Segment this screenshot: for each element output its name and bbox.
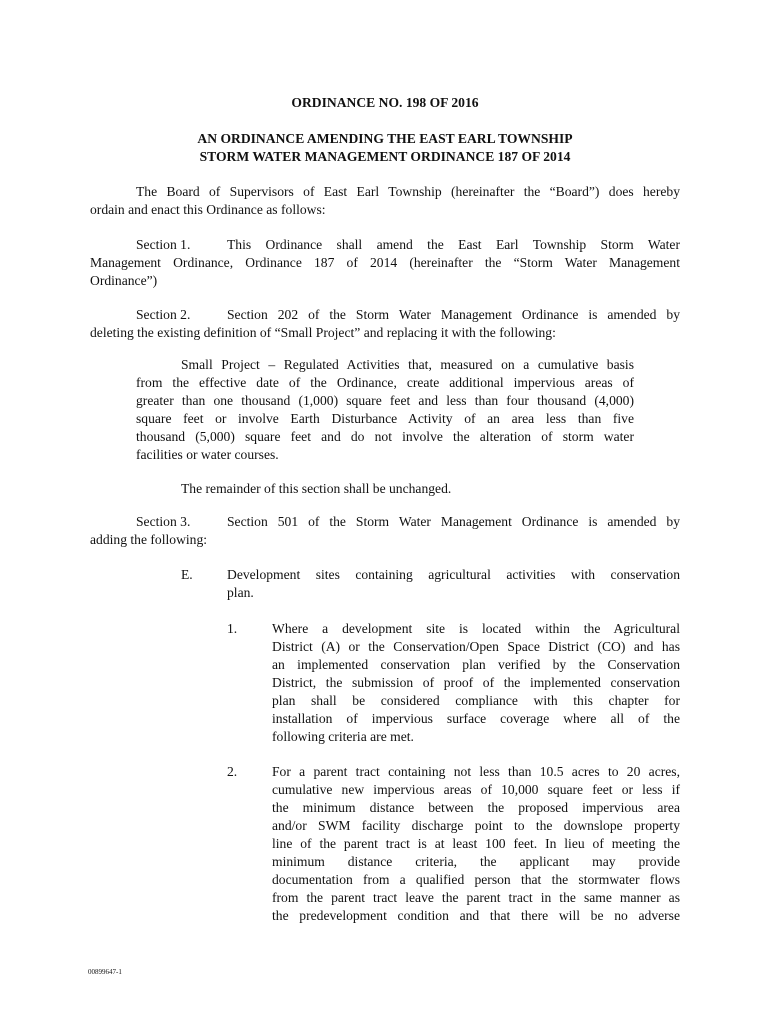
section-1-label: Section 1. (136, 237, 191, 252)
item-1-line-5: plan shall be considered compliance with this chapter for (272, 693, 680, 708)
item-2-line-8: from the parent tract leave the parent tract in the same manner as (272, 890, 680, 905)
small-project-def-line-2: from the effective date of the Ordinance, create additional impervious areas of (136, 375, 634, 390)
ordinance-subtitle-line-2: STORM WATER MANAGEMENT ORDINANCE 187 OF 2014 (199, 149, 571, 164)
item-1-line-2: District (A) or the Conservation/Open Space District (CO) and has (272, 639, 680, 654)
section-1-line-3: Ordinance”) (90, 273, 158, 288)
small-project-def-line-3: greater than one thousand (1,000) square feet and less than four thousand (4,000) (136, 393, 634, 408)
section-1-line-1: This Ordinance shall amend the East Earl Township Storm Water (227, 237, 680, 252)
section-2-remainder: The remainder of this section shall be unchanged. (181, 481, 452, 496)
section-2-label: Section 2. (136, 307, 191, 322)
ordinance-title: ORDINANCE NO. 198 OF 2016 (291, 95, 479, 110)
item-2-label: 2. (227, 764, 238, 779)
item-2-line-6: minimum distance criteria, the applicant may provide (272, 854, 680, 869)
item-1-line-3: an implemented conservation plan verified by the Conservation (272, 657, 680, 672)
item-e-line-1: Development sites containing agricultural activities with conservation (227, 567, 680, 582)
section-1-line-2: Management Ordinance, Ordinance 187 of 2014 (hereinafter the “Storm Water Management (90, 255, 680, 270)
preamble-line-2: ordain and enact this Ordinance as follows: (90, 202, 326, 217)
section-3-label: Section 3. (136, 514, 191, 529)
item-2-line-9: the predevelopment condition and that there will be no adverse (272, 908, 680, 923)
item-1-line-6: installation of impervious surface coverage where all of the (272, 711, 680, 726)
preamble-line-1: The Board of Supervisors of East Earl Township (hereinafter the “Board”) does hereby (136, 184, 680, 199)
item-1-line-7: following criteria are met. (272, 729, 414, 744)
item-2-line-3: the minimum distance between the proposed impervious area (272, 800, 680, 815)
small-project-def-line-1: Small Project – Regulated Activities that, measured on a cumulative basis (181, 357, 634, 372)
ordinance-subtitle-line-1: AN ORDINANCE AMENDING THE EAST EARL TOWNSHIP (197, 131, 573, 146)
item-1-label: 1. (227, 621, 238, 636)
item-2-line-1: For a parent tract containing not less than 10.5 acres to 20 acres, (272, 764, 680, 779)
item-1-line-1: Where a development site is located within the Agricultural (272, 621, 680, 636)
small-project-def-line-5: thousand (5,000) square feet and do not involve the alteration of storm water (136, 429, 634, 444)
item-1-line-4: District, the submission of proof of the implemented conservation (272, 675, 680, 690)
small-project-def-line-6: facilities or water courses. (136, 447, 279, 462)
small-project-def-line-4: square feet or involve Earth Disturbance Activity of an area less than five (136, 411, 634, 426)
item-2-line-7: documentation from a qualified person that the stormwater flows (272, 872, 680, 887)
document-code: 00899647-1 (88, 968, 122, 976)
item-2-line-2: cumulative new impervious areas of 10,000 square feet or less if (272, 782, 680, 797)
item-e-line-2: plan. (227, 585, 254, 600)
section-2-line-1: Section 202 of the Storm Water Management Ordinance is amended by (227, 307, 680, 322)
item-2-line-5: line of the parent tract is at least 100 feet. In lieu of meeting the (272, 836, 680, 851)
section-3-line-1: Section 501 of the Storm Water Management Ordinance is amended by (227, 514, 680, 529)
section-2-line-2: deleting the existing definition of “Small Project” and replacing it with the following: (90, 325, 556, 340)
item-2-line-4: and/or SWM facility discharge point to the downslope property (272, 818, 680, 833)
item-e-label: E. (181, 567, 193, 582)
section-3-line-2: adding the following: (90, 532, 208, 547)
